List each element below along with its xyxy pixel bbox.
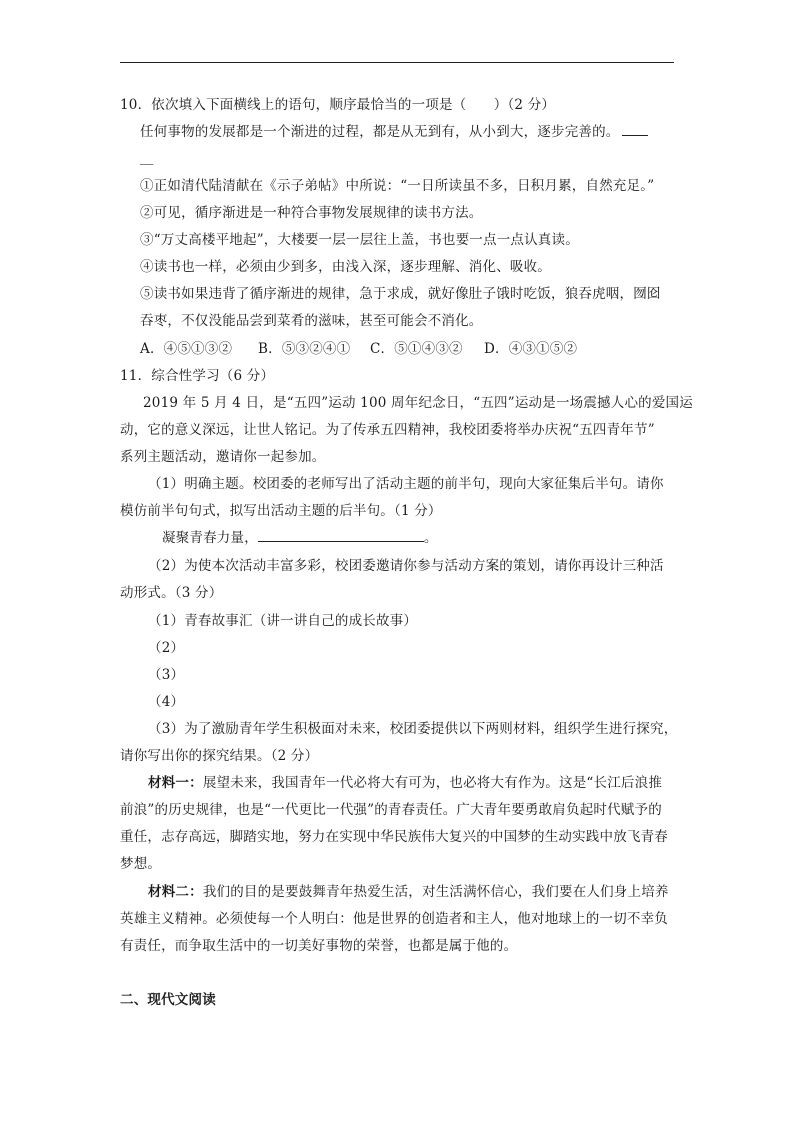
q10-option-d: D．④③①⑤② — [484, 341, 578, 357]
q11-material-2-line-a — [148, 883, 669, 901]
q11-material-2-line-c: 有责任，而争取生活中的一切美好事物的荣誉，也都是属于他的。 — [120, 938, 518, 954]
q11-sub1-line-a: （1）明确主题。校团委的老师写出了活动主题的前半句，现向大家征集后半句。请你 — [148, 476, 664, 492]
q10-intro — [140, 123, 648, 141]
q11-activity-4: （4） — [148, 694, 185, 710]
q10-sentence-5a: ⑤读书如果违背了循序渐进的规律，急于求成，就好像肚子饿时吃饭，狼吞虎咽，囫囵 — [140, 286, 661, 302]
q10-stem: 10．依次填入下面横线上的语句，顺序最恰当的一项是（ ）（2 分） — [120, 97, 556, 113]
q11-material-1-line-b: 前浪”的历史规律，也是“一代更比一代强”的青春责任。广大青年要勇敢肩负起时代赋予的 — [120, 802, 662, 818]
q11-sub1-answer-blank[interactable] — [258, 529, 424, 542]
q11-title: 11．综合性学习（6 分） — [120, 368, 275, 384]
q11-sub1-suffix: 。 — [423, 530, 438, 546]
q11-sub1-answer-line — [162, 529, 438, 547]
q10-option-a: A．④⑤①③② — [140, 341, 233, 357]
q11-sub2-line-b: 动形式。（3 分） — [120, 585, 223, 601]
q11-sub1-prefix: 凝聚青春力量， — [162, 530, 258, 546]
header-rule — [120, 62, 674, 63]
q10-option-b: B．⑤③②④① — [258, 341, 351, 357]
q10-sentence-3: ③“万丈高楼平地起”，大楼要一层一层往上盖，书也要一点一点认真读。 — [140, 232, 579, 248]
q11-material-2-label: 材料二： — [148, 884, 203, 900]
q10-sentence-2: ②可见，循序渐进是一种符合事物发展规律的读书方法。 — [140, 205, 483, 221]
q11-material-1-label: 材料一： — [148, 775, 203, 791]
q11-activity-2: （2） — [148, 640, 185, 656]
q11-sub1-line-b: 模仿前半句句式，拟写出活动主题的后半句。（1 分） — [120, 503, 442, 519]
q11-sub2-line-a: （2）为使本次活动丰富多彩，校团委邀请你参与活动方案的策划，请你再设计三种活 — [148, 558, 664, 574]
q11-material-1-line-a — [148, 774, 662, 792]
q11-material-1-line-d: 梦想。 — [120, 856, 162, 872]
q10-option-c: C．⑤①④③② — [370, 341, 463, 357]
q11-para-1c: 系列主题活动，邀请你一起参加。 — [120, 449, 326, 465]
q11-sub3-line-b: 请你写出你的探究结果。（2 分） — [120, 748, 319, 764]
q11-activity-1: （1）青春故事汇（讲一讲自己的成长故事） — [148, 613, 418, 629]
q11-material-1-text: 展望未来，我国青年一代必将大有可为，也必将大有作为。这是“长江后浪推 — [202, 775, 663, 791]
q11-activity-3: （3） — [148, 667, 185, 683]
q10-sentence-5b: 吞枣，不仅没能品尝到菜肴的滋味，甚至可能会不消化。 — [140, 313, 483, 329]
q11-para-1a: 2019 年 5 月 4 日，是“五四”运动 100 周年纪念日，“五四”运动是一场震撼人心的爱国运 — [143, 395, 693, 411]
q10-intro-text: 任何事物的发展都是一个渐进的过程，都是从无到有，从小到大，逐步完善的。 — [140, 124, 620, 140]
q11-material-1-line-c: 重任，志存高远，脚踏实地，努力在实现中华民族伟大复兴的中国梦的生动实践中放飞青春 — [120, 829, 668, 845]
q11-para-1b: 动，它的意义深远，让世人铭记。为了传承五四精神，我校团委将举办庆祝“五四青年节” — [120, 422, 655, 438]
q10-sentence-4: ④读书也一样，必须由少到多，由浅入深，逐步理解、消化、吸收。 — [140, 259, 551, 275]
q11-material-2-line-b: 英雄主义精神。必须使每一个人明白：他是世界的创造者和主人，他对地球上的一切不幸负 — [120, 911, 668, 927]
q10-sentence-1: ①正如清代陆清献在《示子弟帖》中所说：“一日所读虽不多，日积月累，自然充足。” — [140, 178, 655, 194]
q11-sub3-line-a: （3）为了激励青年学生积极面对未来，校团委提供以下两则材料，组织学生进行探究， — [148, 721, 678, 737]
q10-blank — [622, 123, 648, 136]
section-2-heading: 二、现代文阅读 — [120, 992, 216, 1008]
q11-material-2-text: 我们的目的是要鼓舞青年热爱生活，对生活满怀信心，我们要在人们身上培养 — [202, 884, 669, 900]
q10-intro-tail: ＿ — [140, 151, 154, 167]
